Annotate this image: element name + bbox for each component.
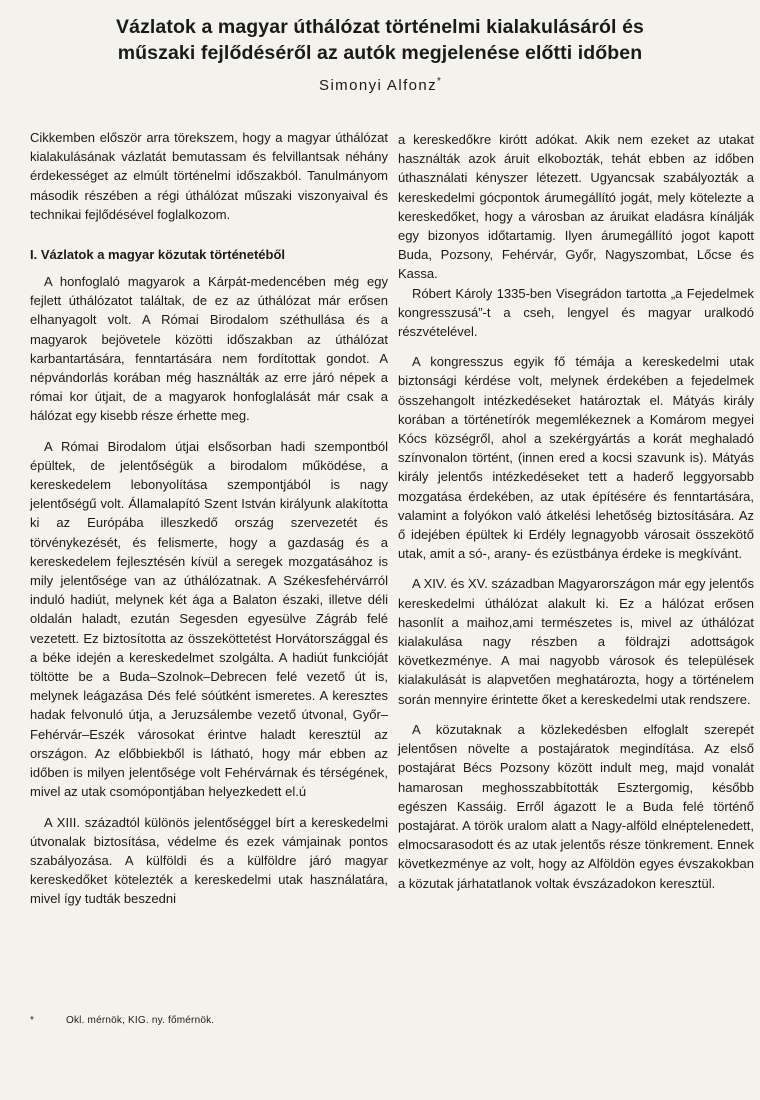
section-heading: I. Vázlatok a magyar közutak történetéből — [30, 247, 286, 263]
body-paragraph: A XIV. és XV. században Magyarországon már egy jelentős kereskedelmi úthálózat alakult ki. Ez a hálózat erősen hasonlít a maihoz,ami természetes is, mivel az úthálózat kialakulása nagy részben a földrajzi adottságok következménye. A mai nagyobb városok és települések kialakulását is alapvetően meghatározta, hogy a történelem során mennyire érintette őket a kereskedelmi utak rendszere. — [398, 576, 754, 707]
footnote-mark: * — [30, 1015, 35, 1026]
body-paragraph: a kereskedőkre kirótt adókat. Akik nem ezeket az utakat használták azok áruit elkobozták, tehát ebben az időben úthasználati kényszer létezett. Ugyancsak szabályozták a kereskedelmi gócpontok árumegállító jogát, mely kötelezte a kereskedőket, hogy a városban az áruikat eladásra kínálják egy bizonyos időtartamig. Ilyen árumegállító jogot kapott Buda, Pozsony, Fehérvár, Győr, Nagyszombat, Lőcse és Kassa. — [398, 132, 754, 282]
intro-paragraph: Cikkemben először arra törekszem, hogy a magyar úthálózat kialakulásának vázlatát bemutassam és felvillantsak néhány érdekességet az elmúlt történelmi időszakból. Tanulmányom második részében a régi úthálózat műszaki viszonyaival és technikai fejlődésével foglalkozom. — [30, 130, 388, 222]
title-line-1: Vázlatok a magyar úthálózat történelmi kialakulásáról és — [116, 16, 644, 38]
body-paragraph: A honfoglaló magyarok a Kárpát-medencében még egy fejlett úthálózatot találtak, de ez az úthálózat már erősen elhanyagolt volt. A Római Birodalom széthullása és a magyarok bejövetele közötti időszakban az úthálózat karbantartására, fenntartására nem fordítottak gondot. A népvándorlás korában még használták az erre járó népek a római kor útjait, de a magyarok honfoglalását már csak a hálózat egy kisebb része érhette meg. — [30, 274, 388, 424]
right-column — [398, 130, 754, 893]
title-line-2: műszaki fejlődéséről az autók megjelenése előtti időben — [117, 42, 643, 64]
footnote — [30, 1015, 214, 1026]
body-paragraph: A kongresszus egyik fő témája a kereskedelmi utak biztonsági kérdése volt, melynek érdekében a fejedelmek összehangolt intézkedéseket határoztak el. Mátyás király korában a történetírók megemlékeznek a Komárom megyei Kócs községről, ahol a szekérgyártás a korát meghaladó színvonalon történt, (innen ered a kocsi szavunk is). Mátyás király jelentős intézkedéseket tett a haderő leggyorsabb mozgatása érdekében, az utak építésére és fenntartására, valamint a folyókon való átkelési lehetőség biztosítására. Az ő idejében épültek ki Erdély legnagyobb városait összekötő utak, amit a só-, arany- és ezüstbánya érdeke is megkívánt. — [398, 354, 754, 562]
body-paragraph: A Római Birodalom útjai elsősorban hadi szempontból épültek, de jelentőségük a birodalom működése, a kereskedelem lebonyolítása szempontjából is nagy jelentőségű volt. Államalapító Szent István királyunk alakította ki az Európába illeszkedő ország szervezetét és törvénykezését, és felismerte, hogy a gazdaság és a kereskedelem fejlesztésén kívül a seregek mozgatásához is mily jelentősége van az úthálózatnak. A Székesfehérvárról induló hadiút, melynek két ága a Balaton északi, illetve déli oldalán haladt, ezután Segesden egyesülve Zágráb felé vezetett. Ez biztosította az összeköttetést Horvátországgal és a béke idején a kereskedelmet szolgálta. A hadiút funkcióját töltötte be a Buda–Szolnok–Debrecen felé vezető út is, melynek leágazása Dés felé sóútként ismeretes. A keresztes hadak felvonuló útja, a Jeruzsálembe vezető útvonal, Győr–Fehérvár–Eszék városokat érintve haladt keresztül az országon. Az előbbiekből is látható, hogy már ebben az időben is milyen jelentősége volt Fehérvárnak és térségének, mivel az utak csomópontjában helyezkedett el.ú — [30, 438, 388, 800]
body-paragraph: A XIII. századtól különös jelentőséggel bírt a kereskedelmi útvonalak biztosítása, védelme és ezek vámjainak pontos szabályozása. A külföldi és a külföldre járó magyar kereskedőket kötelezték a kereskedelmi utak használatára, mivel így tudták beszedni — [30, 814, 388, 907]
body-paragraph: Róbert Károly 1335-ben Visegrádon tartotta „a Fejedelmek kongresszusá”-t a cseh, lengyel és magyar uralkodó részvételével. — [398, 285, 754, 340]
footnote-text: Okl. mérnök, KIG. ny. főmérnök. — [66, 1015, 215, 1026]
author-byline — [0, 76, 760, 94]
body-paragraph: A közutaknak a közlekedésben elfoglalt szerepét jelentősen növelte a postajáratok megindítása. Az első postajárat Bécs Pozsony között indult meg, majd vonalát hamarosan meghosszabbították Esztergomig, később egészen Kassáig. Erről ágazott le a Buda felé történő postajárat. A török uralom alatt a Nagy-alföld elnéptelenedett, elmocsarasodott és az utak jelentős része tönkrement. Ennek következménye az volt, hogy az Alföldön egyes évszakokban a közutak járhatatlanok voltak évszázadokon keresztül. — [398, 721, 754, 891]
left-column — [30, 128, 388, 909]
article-title — [0, 14, 760, 66]
author-footnote-mark: * — [437, 76, 441, 87]
author-name: Simonyi Alfonz — [319, 77, 438, 94]
